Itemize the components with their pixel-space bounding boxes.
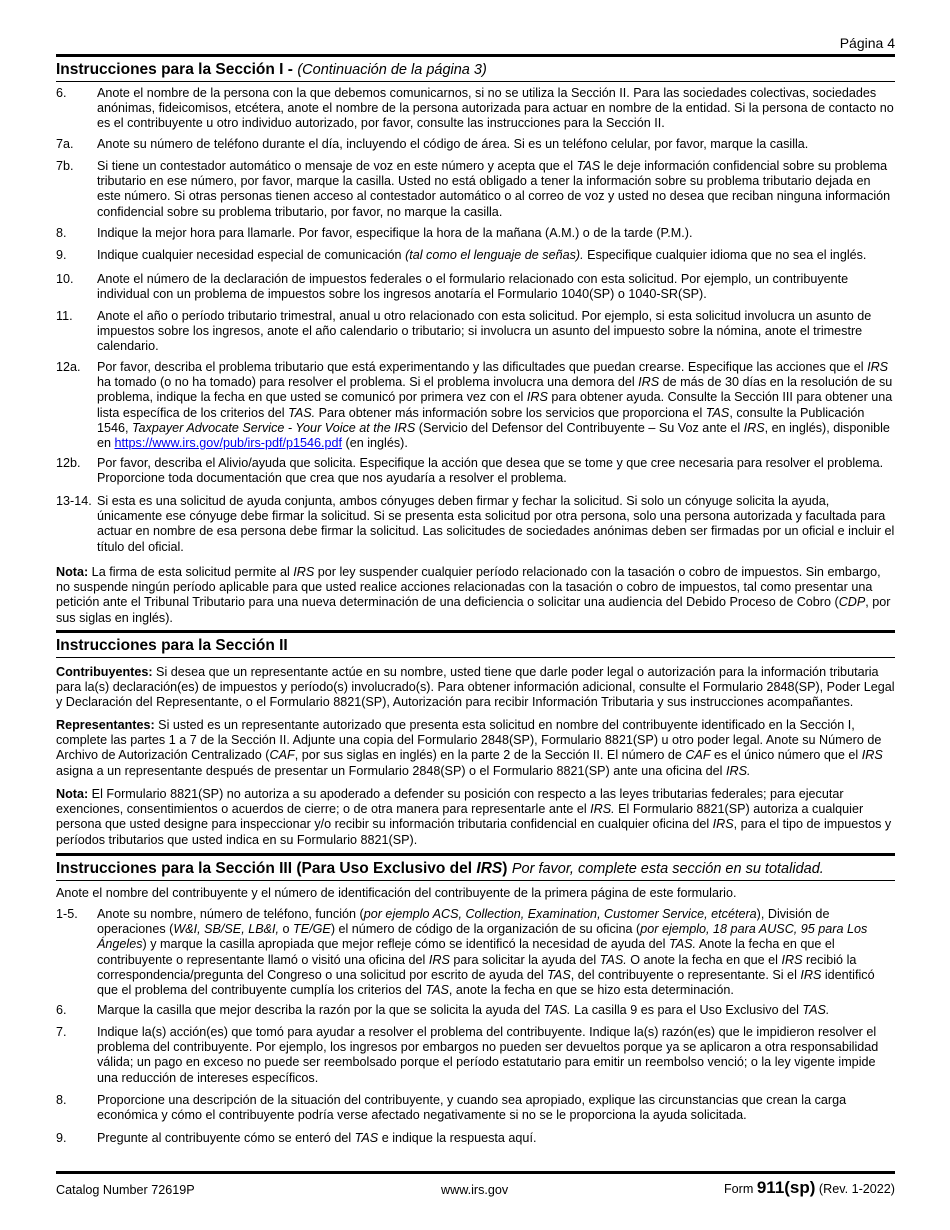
item-number: 9. <box>56 1131 67 1145</box>
document-page <box>56 0 895 1230</box>
item-text: Indique la(s) acción(es) que tomó para ayudar a resolver el problema del contribuyente. Indique la(s) razón(es) que le impidieron resolver el problema del contribuyente. Por ejemplo, los ingresos por embargos no pueden ser devueltos porque ya se aplicaron a otra responsabilidad válida; un pago en exceso no puede ser reembolsado porque el período estatutario para emitir un reembolso venció; o la ley vigente impide una reducción de intereses específicos. <box>97 1025 879 1085</box>
item-number: 8. <box>56 226 67 240</box>
section2-contribuyentes: Contribuyentes: Si desea que un representante actúe en su nombre, usted tiene que darle poder legal o autorización para la información tributaria para la(s) declaración(es) de impuestos y período(s) involucrado(s). Para obtener información adicional, consulte el Formulario 2848(SP), Poder Legal y Declaración del Representante, o el Formulario 8821(SP), Autorización para recibir Información Tributaria y sus instrucciones acompañantes. <box>56 665 895 710</box>
item-number: 8. <box>56 1093 67 1107</box>
item-text: Marque la casilla que mejor describa la razón por la que se solicita la ayuda del TAS. La casilla 9 es para el Uso Exclusivo del TAS. <box>97 1003 830 1017</box>
list-item <box>56 86 895 132</box>
page-number: Página 4 <box>839 35 895 51</box>
section3-header <box>56 853 895 881</box>
section3-intro: Anote el nombre del contribuyente y el número de identificación del contribuyente de la primera página de este formulario. <box>56 886 737 900</box>
list-item <box>56 1003 895 1018</box>
item-number: 6. <box>56 86 67 100</box>
list-item <box>56 456 895 486</box>
item-number: 10. <box>56 272 74 286</box>
item-text: Si esta es una solicitud de ayuda conjunta, ambos cónyuges deben firmar y fechar la solicitud. Si solo un cónyuge solicita la ayuda, únicamente ese cónyuge debe firmar la solicitud. Si se presenta esta solicitud por otra persona, solo una persona autorizada y facultada para actuar en nombre de esa persona debe firmar la solicitud. Las solicitudes de sociedades anónimas deben ser firmadas por un oficial e incluir el título del oficial. <box>97 494 895 554</box>
section1-subtitle: (Continuación de la página 3) <box>297 62 487 78</box>
list-item <box>56 309 895 355</box>
item-text: Indique la mejor hora para llamarle. Por favor, especifique la hora de la mañana (A.M.) o de la tarde (P.M.). <box>97 226 693 240</box>
p1546-link[interactable]: https://www.irs.gov/pub/irs-pdf/p1546.pdf <box>114 436 343 451</box>
list-item <box>56 360 895 451</box>
item-text: Anote su número de teléfono durante el día, incluyendo el código de área. Si es un teléfono celular, por favor, marque la casilla. <box>97 137 809 151</box>
catalog-number: Catalog Number 72619P <box>56 1183 195 1197</box>
section2-title: Instrucciones para la Sección II <box>56 637 288 654</box>
item-number: 7. <box>56 1025 67 1039</box>
list-item <box>56 137 895 152</box>
item-text: Anote el nombre de la persona con la que debemos comunicarnos, si no se utiliza la Sección II. Para las sociedades colectivas, sociedades anónimas, fideicomisos, etcétera, anote el nombre de la persona autorizada para actuar en nombre de la entidad. Si la persona de contacto no es el contribuyente u otro individuo autorizado, por favor, consulte las instrucciones para la Sección II. <box>97 86 894 131</box>
item-text: Indique cualquier necesidad especial de comunicación (tal como el lenguaje de señas). Especifique cualquier idioma que no sea el inglés. <box>97 248 867 262</box>
item-number: 11. <box>56 309 73 323</box>
website: www.irs.gov <box>441 1183 509 1197</box>
item-text: Anote el número de la declaración de impuestos federales o el formulario relacionado con esta solicitud. Por ejemplo, un contribuyente individual con un problema de impuestos sobre los ingresos anotaría el Formulario 1040(SP) o 1040-SR(SP). <box>97 272 849 302</box>
section1-note: Nota: La firma de esta solicitud permite al IRS por ley suspender cualquier período relacionado con la tasación o cobro de impuestos. Sin embargo, no suspende ningún período aplicable para que usted realice acciones relacionadas con la tasación o cobro de impuestos, tal como presentar una petición ante el Tribunal Tributario para una nueva determinación de una deficiencia o solicitar una audiencia del Debido Proceso de Cobro (CDP, por sus siglas en inglés). <box>56 565 891 625</box>
section2-note: Nota: El Formulario 8821(SP) no autoriza a su apoderado a defender su posición con respecto a las leyes tributarias federales; para ejecutar exenciones, consentimientos o acuerdos de cierre; o de otra manera para representarle ante el IRS. El Formulario 8821(SP) autoriza a cualquier persona que usted designe para inspeccionar y/o recibir su información tributaria confidencial en cualquier oficina del IRS, para el tipo de impuestos y períodos tributarios que usted indica en su Formulario 8821(SP). <box>56 787 892 847</box>
item-number: 7a. <box>56 137 74 151</box>
list-item <box>56 1025 895 1086</box>
list-item <box>56 248 895 263</box>
section2-header <box>56 630 895 658</box>
item-text: Anote su nombre, número de teléfono, función (por ejemplo ACS, Collection, Examination, Customer Service, etcétera), División de operaciones (W&I, SB/SE, LB&I, o TE/GE) el número de código de la organización de su oficina (por ejemplo, 18 para AUSC, 95 para Los Ángeles) y marque la casilla apropiada que mejor refleje cómo se identificó la necesidad de ayuda del TAS. Anote la fecha en que el contribuyente o representante llamó o visitó una oficina del IRS para solicitar la ayuda del TAS. O anote la fecha en que el IRS recibió la correspondencia/pregunta del Congreso o una solicitud por escrito de ayuda del TAS, del contribuyente o representante. Si el IRS identificó que el problema del contribuyente cumplía los criterios del TAS, anote la fecha en que se hizo esta determinación. <box>97 907 875 998</box>
item-text: Pregunte al contribuyente cómo se enteró del TAS e indique la respuesta aquí. <box>97 1131 537 1145</box>
list-item <box>56 159 895 220</box>
list-item <box>56 1093 895 1123</box>
item-number: 12a. <box>56 360 81 374</box>
item-number: 9. <box>56 248 67 262</box>
section1-title: Instrucciones para la Sección I - <box>56 61 293 78</box>
item-number: 6. <box>56 1003 67 1017</box>
list-item <box>56 494 895 555</box>
list-item <box>56 1131 895 1146</box>
section3-title: Instrucciones para la Sección III (Para Uso Exclusivo del IRS) <box>56 860 508 877</box>
list-item <box>56 907 895 998</box>
list-item <box>56 226 895 241</box>
item-text: Proporcione una descripción de la situación del contribuyente, y cuando sea apropiado, explique las circunstancias que crean la carga económica y cómo el contribuyente podría verse afectado negativamente si no se le proporciona la ayuda solicitada. <box>97 1093 847 1123</box>
form-id: Form 911(sp) (Rev. 1-2022) <box>723 1178 895 1197</box>
item-text: Por favor, describa el Alivio/ayuda que solicita. Especifique la acción que desea que se tome y que cree necesaria para resolver el problema. Proporcione toda documentación que crea que nos ayudaría a resolver el problema. <box>97 456 884 486</box>
item-number: 13-14. <box>56 494 92 508</box>
section1-header <box>56 54 895 82</box>
item-number: 1-5. <box>56 907 78 921</box>
item-text: Por favor, describa el problema tributario que está experimentando y las dificultades que puedan crearse. Especifique las acciones que el IRS ha tomado (o no ha tomado) para resolver el problema. Si el problema involucra una demora del IRS de más de 30 días en la resolución de su problema, indique la fecha en que usted se comunicó por primera vez con el IRS para obtener ayuda. Consulte la Sección III para obtener una lista específica de los criterios del TAS. Para obtener más información sobre los servicios que proporciona el TAS, consulte la Publicación 1546, Taxpayer Advocate Service - Your Voice at the IRS (Servicio del Defensor del Contribuyente – Su Voz ante el IRS, en inglés), disponible en https://www.irs.gov/pub/irs-pdf/p1546.pdf (en inglés). <box>97 360 893 451</box>
section3-subtitle: Por favor, complete esta sección en su totalidad. <box>511 861 824 877</box>
section2-representantes: Representantes: Si usted es un representante autorizado que presenta esta solicitud en nombre del contribuyente identificado en la Sección I, complete las partes 1 a 7 de la Sección II. Adjunte una copia del Formulario 2848(SP), Formulario 8821(SP) u otro poder legal. Anote su Número de Archivo de Autorización Centralizado (CAF, por sus siglas en inglés) en la parte 2 de la Sección II. El número de CAF es el único número que el IRS asigna a un representante después de presentar un Formulario 2848(SP) o el Formulario 8821(SP) ante una oficina del IRS. <box>56 718 883 778</box>
page-footer <box>56 1171 895 1197</box>
list-item <box>56 272 895 302</box>
item-text: Anote el año o período tributario trimestral, anual u otro relacionado con esta solicitud. Por ejemplo, si esta solicitud involucra un asunto de impuestos sobre los ingresos, anote el año calendario o tributario; si involucra un asunto del impuesto sobre la nómina, anote el trimestre calendario. <box>97 309 872 354</box>
item-text: Si tiene un contestador automático o mensaje de voz en este número y acepta que el TAS le deje información confidencial sobre su problema tributario en ese número, por favor, marque la casilla. Usted no está obligado a tener la información sobre su problema tributario dejada en este número. Si otras personas tienen acceso al contestador automático o al correo de voz y usted no desea que reciban ninguna información confidencial sobre su problema tributario, por favor, no marque la casilla. <box>97 159 891 219</box>
item-number: 12b. <box>56 456 81 470</box>
item-number: 7b. <box>56 159 74 173</box>
